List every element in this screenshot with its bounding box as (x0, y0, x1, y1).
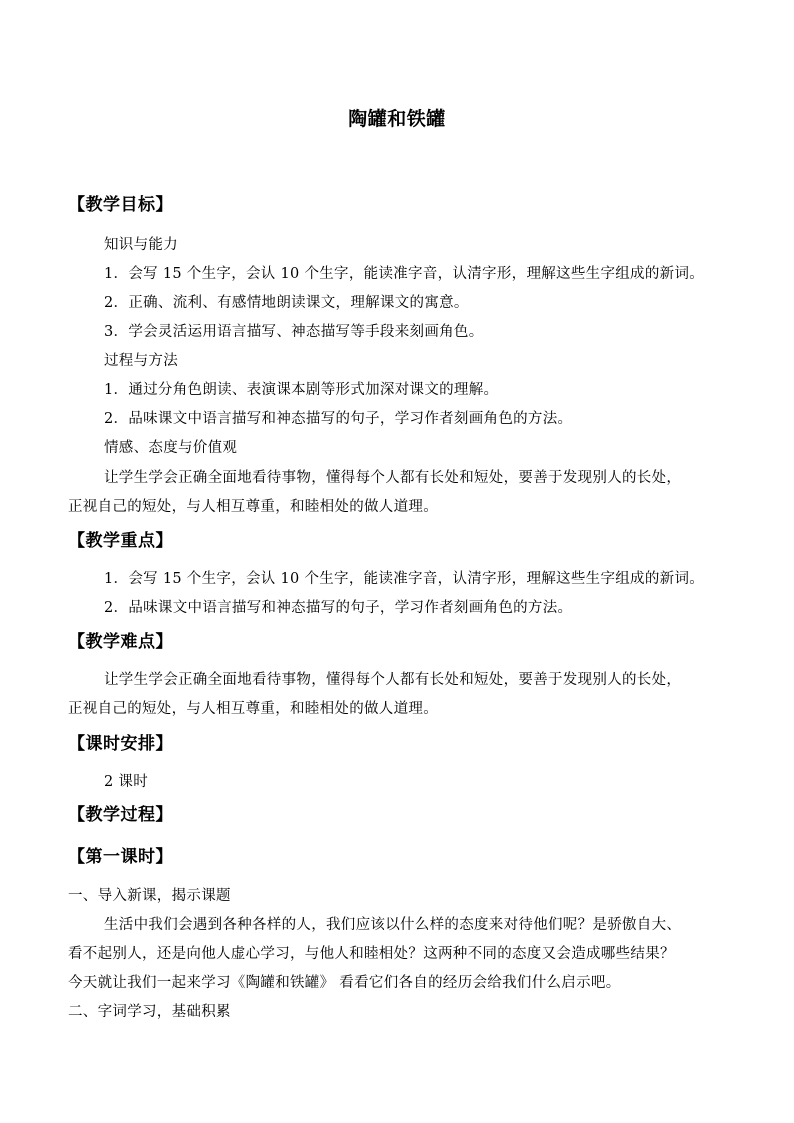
heading-first-lesson: 【第一课时】 (68, 847, 173, 867)
goal-process-2: 2．品味课文中语言描写和神态描写的句子，学习作者刻画角色的方法。 (104, 411, 573, 427)
step-one-text-2: 看不起别人，还是向他人虚心学习，与他人和睦相处？这两种不同的态度又会造成哪些结果？ (68, 946, 675, 962)
goal-emotion-line-2: 正视自己的短处，与人相互尊重，和睦相处的做人道理。 (68, 499, 438, 515)
goal-process-1: 1．通过分角色朗读、表演课本剧等形式加深对课文的理解。 (104, 382, 499, 398)
goal-knowledge-2: 2．正确、流利、有感情地朗读课文，理解课文的寓意。 (104, 295, 469, 311)
subheading-process: 过程与方法 (104, 353, 178, 369)
goal-emotion-line-1: 让学生学会正确全面地看待事物，懂得每个人都有长处和短处，要善于发现别人的长处， (104, 470, 682, 486)
heading-teaching-difficulty: 【教学难点】 (68, 632, 173, 652)
subheading-emotion: 情感、态度与价值观 (104, 440, 238, 456)
step-one-text-1: 生活中我们会遇到各种各样的人，我们应该以什么样的态度来对待他们呢？是骄傲自大、 (104, 917, 682, 933)
key-point-2: 2．品味课文中语言描写和神态描写的句子，学习作者刻画角色的方法。 (104, 600, 573, 616)
goal-knowledge-3: 3．学会灵活运用语言描写、神态描写等手段来刻画角色。 (104, 324, 484, 340)
heading-teaching-key: 【教学重点】 (68, 531, 173, 551)
heading-schedule: 【课时安排】 (68, 734, 173, 754)
difficulty-line-2: 正视自己的短处，与人相互尊重，和睦相处的做人道理。 (68, 701, 438, 717)
key-point-1: 1．会写 15 个生字，会认 10 个生字，能读准字音，认清字形，理解这些生字组成的新词。 (104, 571, 705, 587)
schedule-hours: 2 课时 (104, 774, 149, 790)
step-two-title: 二、字词学习，基础积累 (68, 1004, 231, 1020)
heading-teaching-process: 【教学过程】 (68, 805, 173, 825)
goal-knowledge-1: 1．会写 15 个生字，会认 10 个生字，能读准字音，认清字形，理解这些生字组成的新词。 (104, 266, 705, 282)
heading-teaching-goals: 【教学目标】 (68, 195, 173, 215)
subheading-knowledge: 知识与能力 (104, 237, 178, 253)
step-one-text-3: 今天就让我们一起来学习《陶罐和铁罐》 看看它们各自的经历会给我们什么启示吧。 (68, 975, 621, 991)
step-one-title: 一、导入新课，揭示课题 (68, 888, 231, 904)
difficulty-line-1: 让学生学会正确全面地看待事物，懂得每个人都有长处和短处，要善于发现别人的长处， (104, 672, 682, 688)
document-title: 陶罐和铁罐 (348, 108, 446, 130)
